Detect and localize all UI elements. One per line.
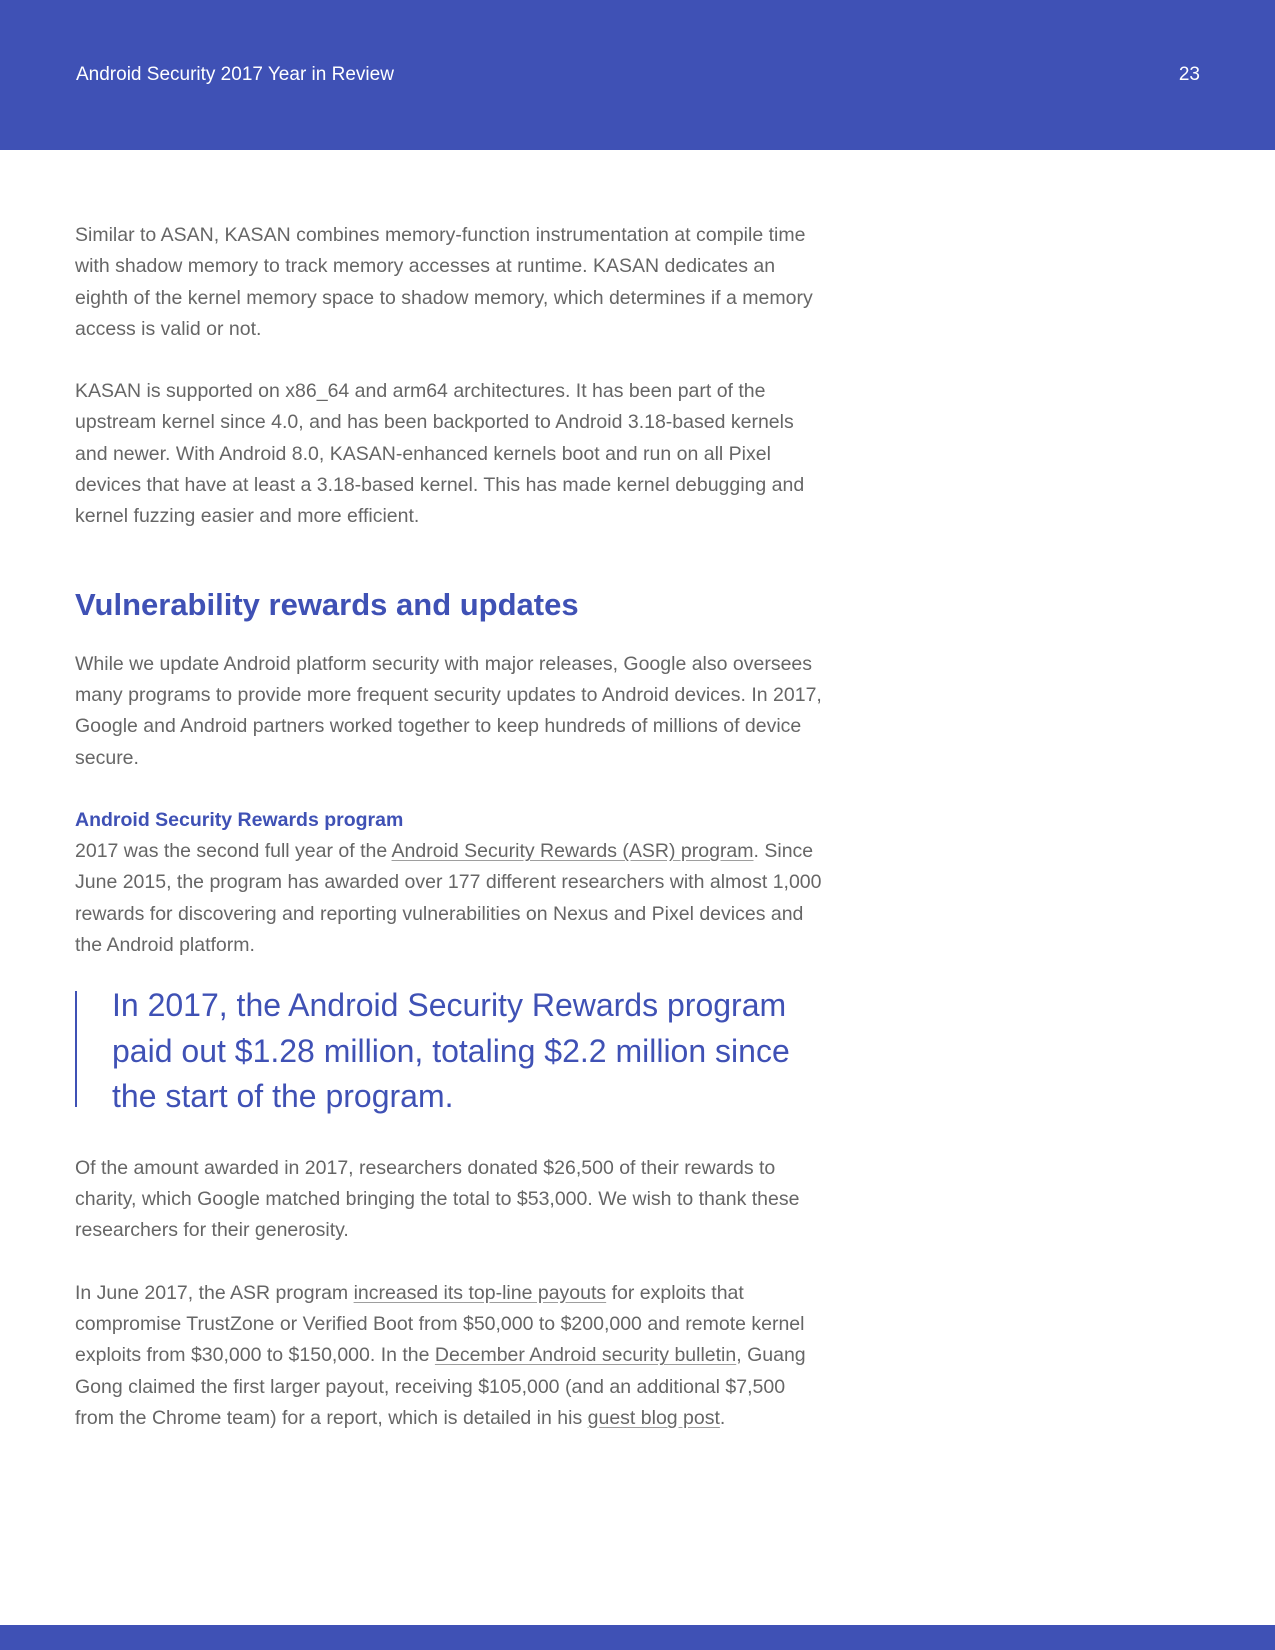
kasan-paragraph-2: KASAN is supported on x86_64 and arm64 architectures. It has been part of the upstream kernel since 4.0, and has been backported to Android 3.18-based kernels and newer. With Android 8.0, KASAN-enhanced kernels boot and run on all Pixel devices that have at least a 3.18-based kernel. This has made kernel debugging and kernel fuzzing easier and more efficient. [75, 380, 805, 528]
main-content [75, 220, 825, 1434]
section-intro-paragraph: While we update Android platform security with major releases, Google also oversees many programs to provide more frequent security updates to Android devices. In 2017, Google and Android partners worked together to keep hundreds of millions of device secure. [75, 652, 822, 769]
header-bar [0, 0, 1275, 150]
quote-rule [75, 991, 77, 1107]
section-heading: Vulnerability rewards and updates [75, 586, 579, 622]
asr-paragraph-1: 2017 was the second full year of the Android Security Rewards (ASR) program. Since June 2015, the program has awarded over 177 different researchers with almost 1,000 rewards for discovering and reporting vulnerabilities on Nexus and Pixel devices and the Android platform. [75, 840, 822, 957]
footer-bar [0, 1625, 1275, 1650]
document-title: Android Security 2017 Year in Review [76, 64, 394, 85]
december-bulletin-link[interactable]: December Android security bulletin [434, 1344, 737, 1367]
page-number: 23 [1178, 64, 1200, 85]
pull-quote-text: In 2017, the Android Security Rewards program paid out $1.28 million, totaling $2.2 million since the start of the program. [112, 987, 790, 1115]
asr-program-link[interactable]: Android Security Rewards (ASR) program [391, 840, 754, 863]
kasan-paragraph-1: Similar to ASAN, KASAN combines memory-function instrumentation at compile time with shadow memory to track memory accesses at runtime. KASAN dedicates an eighth of the kernel memory space to shadow memory, which determines if a memory access is valid or not. [75, 224, 813, 340]
top-line-payouts-link[interactable]: increased its top-line payouts [353, 1281, 607, 1304]
charity-paragraph: Of the amount awarded in 2017, researchers donated $26,500 of their rewards to charity, which Google matched bringing the total to $53,000. We wish to thank these researchers for their generosity. [75, 1156, 800, 1242]
pull-quote [75, 983, 825, 1120]
payouts-paragraph: In June 2017, the ASR program increased its top-line payouts for exploits that compromise TrustZone or Verified Boot from $50,000 to $200,000 and remote kernel exploits from $30,000 to $150,000. In the December Android security bulletin, Guang Gong claimed the first larger payout, receiving $105,000 (and an additional $7,500 from the Chrome team) for a report, which is detailed in his guest blog post. [75, 1281, 806, 1429]
asr-subheading: Android Security Rewards program [75, 808, 404, 831]
guest-blog-post-link[interactable]: guest blog post [587, 1406, 720, 1429]
